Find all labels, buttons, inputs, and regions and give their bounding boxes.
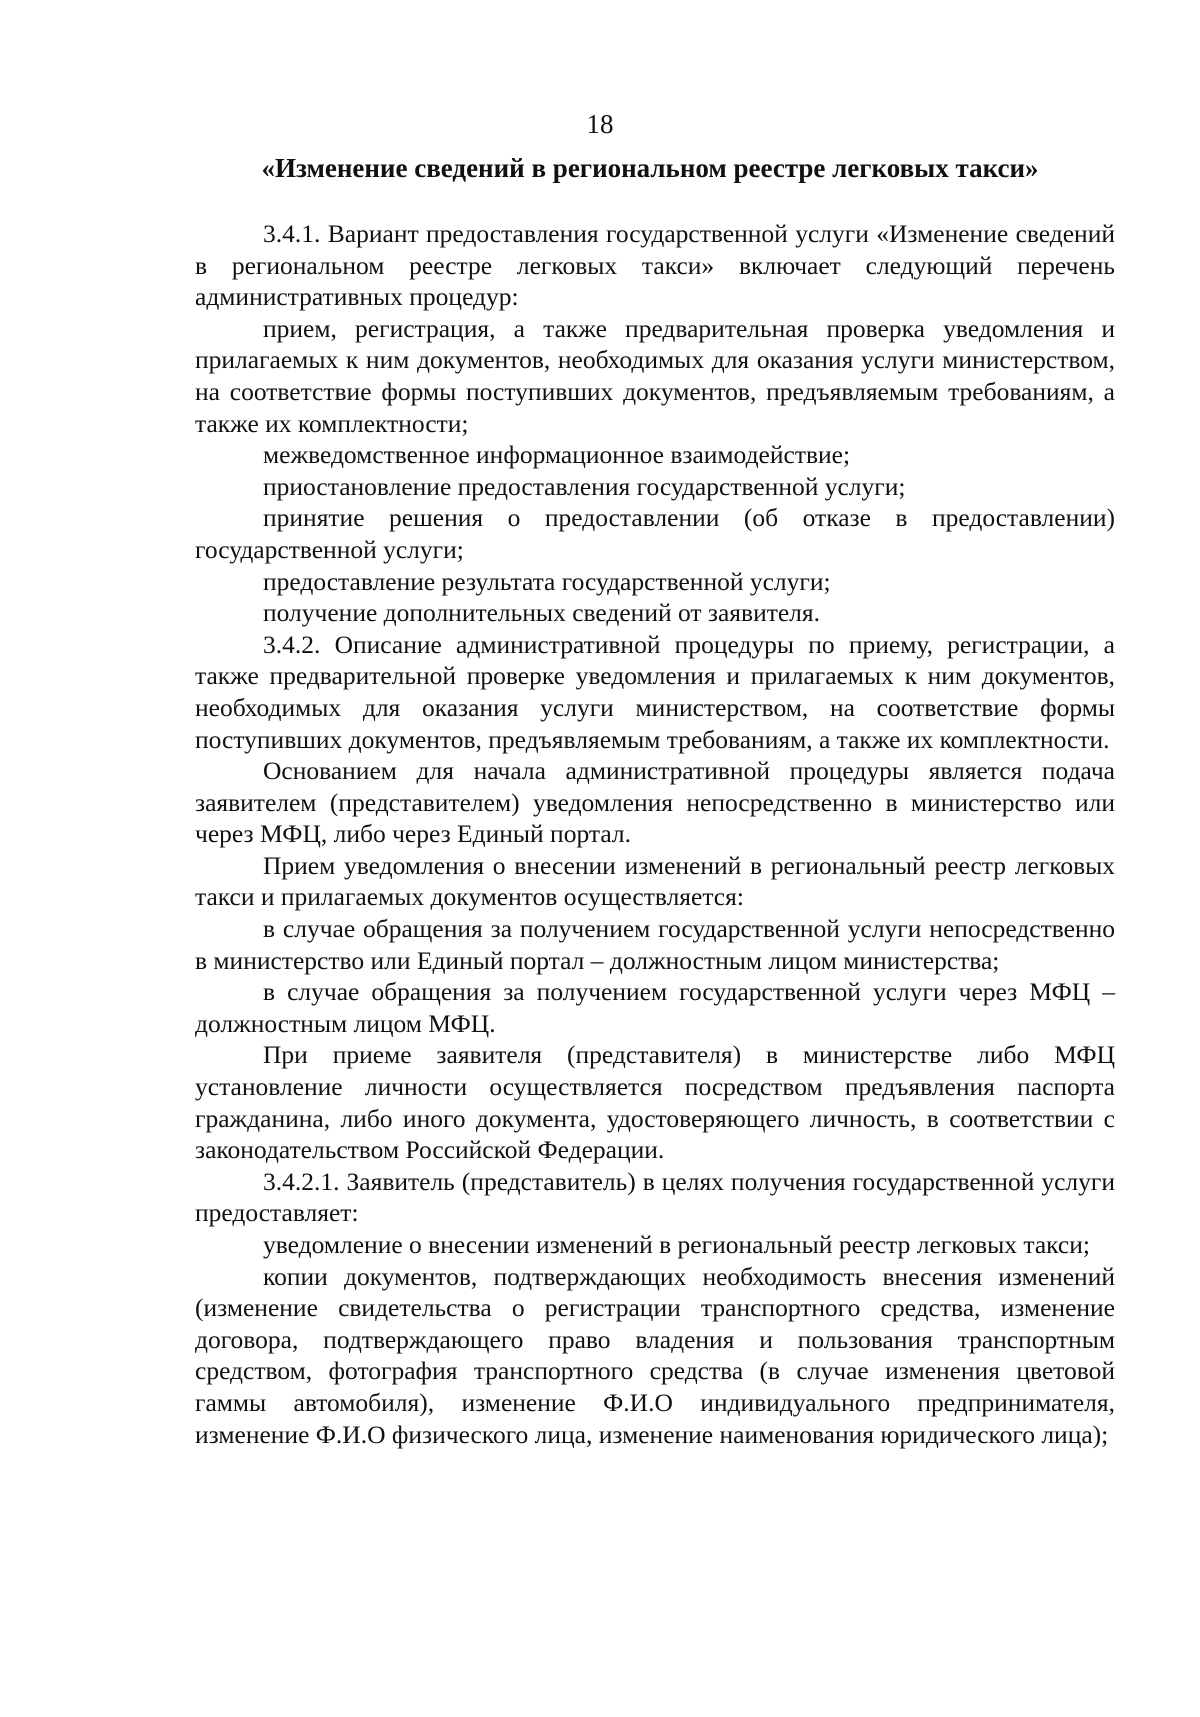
procedure-interagency-item: межведомственное информационное взаимодействие; [263, 440, 851, 470]
reception-mfc-item: в случае обращения за получением государственной услуги через МФЦ – должностным лицом МФЦ. [195, 977, 1115, 1038]
paragraph-identity: При приеме заявителя (представителя) в министерстве либо МФЦ установление личности осуществляется посредством предъявления паспорта гражданина, либо иного документа, удостоверяющего личность, в соответствии с законодательством Российской Федерации. [195, 1040, 1115, 1165]
section-title: «Изменение сведений в региональном реестре легковых такси» [261, 153, 1039, 183]
procedure-suspension-item: приостановление предоставления государственной услуги; [263, 471, 906, 501]
procedure-additional-info-item: получение дополнительных сведений от заявителя. [263, 598, 821, 628]
page-number: 18 [586, 109, 614, 139]
paragraph-basis: Основанием для начала административной процедуры является подача заявителем (представителем) уведомления непосредственно в министерство или через МФЦ, либо через Единый портал. [195, 756, 1115, 849]
submission-copies-item: копии документов, подтверждающих необходимость внесения изменений (изменение свидетельства о регистрации транспортного средства, изменение договора, подтверждающего право владения и пользования транспортным средством, фотография транспортного средства (в случае изменения цветовой гаммы автомобиля), изменение Ф.И.О индивидуального предпринимателя, изменение Ф.И.О физического лица, изменение наименования юридического лица); [195, 1261, 1115, 1449]
procedure-result-item: предоставление результата государственной услуги; [263, 566, 831, 596]
reception-ministry-item: в случае обращения за получением государственной услуги непосредственно в министерство или Единый портал – должностным лицом министерства; [195, 914, 1115, 975]
procedure-decision-item: принятие решения о предоставлении (об отказе в предоставлении) государственной услуги; [195, 503, 1115, 564]
procedure-reception-item: прием, регистрация, а также предварительная проверка уведомления и прилагаемых к ним документов, необходимых для оказания услуги министерством, на соответствие формы поступивших документов, предъявляемым требованиям, а также их комплектности; [195, 313, 1115, 438]
paragraph-3-4-2: 3.4.2. Описание административной процедуры по приему, регистрации, а также предварительной проверке уведомления и прилагаемых к ним документов, необходимых для оказания услуги министерством, на соответствие формы поступивших документов, предъявляемым требованиям, а также их комплектности. [195, 629, 1115, 754]
paragraph-3-4-2-1: 3.4.2.1. Заявитель (представитель) в целях получения государственной услуги предоставляет: [195, 1166, 1115, 1228]
document-body [195, 218, 1115, 1450]
paragraph-reception: Прием уведомления о внесении изменений в региональный реестр легковых такси и прилагаемых документов осуществляется: [195, 850, 1115, 912]
submission-notice-item: уведомление о внесении изменений в региональный реестр легковых такси; [263, 1230, 1090, 1259]
paragraph-3-4-1: 3.4.1. Вариант предоставления государственной услуги «Изменение сведений в региональном реестре легковых такси» включает следующий перечень административных процедур: [195, 219, 1115, 312]
